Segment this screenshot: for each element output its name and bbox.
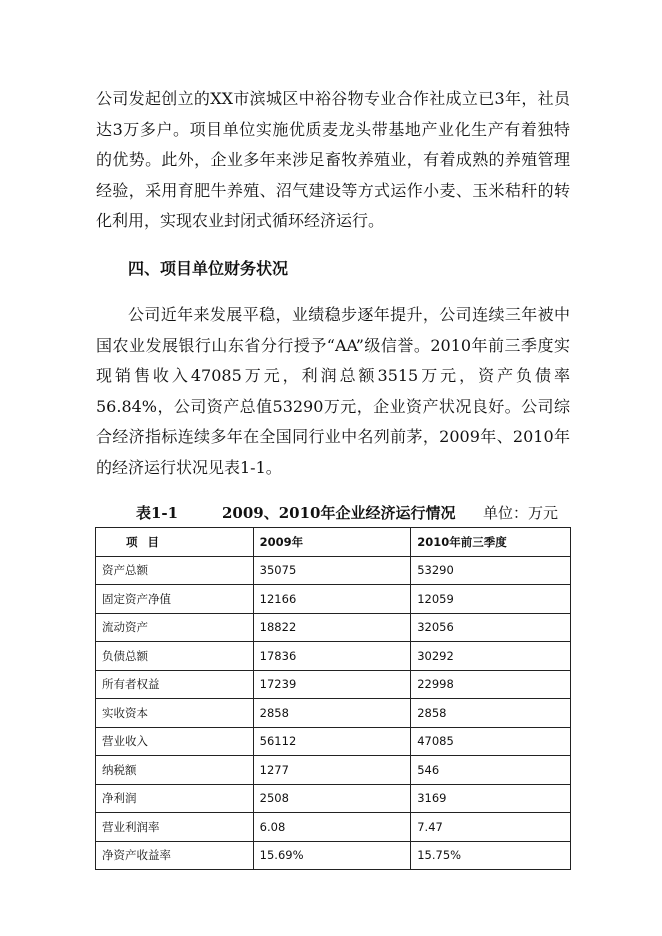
row-label: 流动资产 (96, 613, 254, 642)
economic-operation-table (95, 527, 571, 870)
table-row (96, 585, 571, 614)
value-2009: 2508 (253, 784, 411, 813)
table-row (96, 670, 571, 699)
table-row (96, 642, 571, 671)
table-row (96, 727, 571, 756)
header-item: 项目 (96, 528, 254, 557)
value-2009: 18822 (253, 613, 411, 642)
row-label: 所有者权益 (96, 670, 254, 699)
value-2009: 15.69% (253, 841, 411, 870)
value-2010: 7.47 (411, 813, 571, 842)
value-2010: 2858 (411, 699, 571, 728)
table-row (96, 813, 571, 842)
paragraph-cooperative-intro: 公司发起创立的XX市滨城区中裕谷物专业合作社成立已3年，社员达3万多户。项目单位实施优质麦龙头带基地产业化生产有着独特的优势。此外，企业多年来涉足畜牧养殖业，有着成熟的养殖管理经验，采用育肥牛养殖、沼气建设等方式运作小麦、玉米秸秆的转化利用，实现农业封闭式循环经济运行。 (96, 89, 570, 230)
value-2010: 30292 (411, 642, 571, 671)
row-label: 纳税额 (96, 756, 254, 785)
value-2010: 3169 (411, 784, 571, 813)
value-2010: 53290 (411, 556, 571, 585)
value-2010: 22998 (411, 670, 571, 699)
row-label: 净资产收益率 (96, 841, 254, 870)
row-label: 固定资产净值 (96, 585, 254, 614)
value-2010: 12059 (411, 585, 571, 614)
row-label: 负债总额 (96, 642, 254, 671)
value-2009: 1277 (253, 756, 411, 785)
section-heading-financial-status: 四、项目单位财务状况 (128, 259, 289, 278)
table-title: 2009、2010年企业经济运行情况 (222, 504, 456, 522)
value-2009: 56112 (253, 727, 411, 756)
table-unit: 单位：万元 (483, 504, 559, 522)
row-label: 资产总额 (96, 556, 254, 585)
value-2009: 17239 (253, 670, 411, 699)
table-label: 表1-1 (136, 504, 179, 522)
header-2010-q1-q3: 2010年前三季度 (411, 528, 571, 557)
row-label: 营业收入 (96, 727, 254, 756)
paragraph-financial-status: 公司近年来发展平稳，业绩稳步逐年提升，公司连续三年被中国农业发展银行山东省分行授予“AA”级信誉。2010年前三季度实现销售收入47085万元，利润总额3515万元，资产负债率56.84%，公司资产总值53290万元，企业资产状况良好。公司综合经济指标连续多年在全国同行业中名列前茅，2009年、2010年的经济运行状况见表1-1。 (96, 305, 570, 477)
table-row (96, 756, 571, 785)
header-2009: 2009年 (253, 528, 411, 557)
table-header-row (96, 528, 571, 557)
value-2009: 35075 (253, 556, 411, 585)
table-row (96, 841, 571, 870)
value-2009: 6.08 (253, 813, 411, 842)
table-row (96, 784, 571, 813)
value-2009: 2858 (253, 699, 411, 728)
value-2010: 546 (411, 756, 571, 785)
table-row (96, 699, 571, 728)
row-label: 营业利润率 (96, 813, 254, 842)
value-2009: 17836 (253, 642, 411, 671)
row-label: 实收资本 (96, 699, 254, 728)
value-2010: 15.75% (411, 841, 571, 870)
table-row (96, 613, 571, 642)
table-row (96, 556, 571, 585)
row-label: 净利润 (96, 784, 254, 813)
value-2010: 32056 (411, 613, 571, 642)
value-2009: 12166 (253, 585, 411, 614)
value-2010: 47085 (411, 727, 571, 756)
